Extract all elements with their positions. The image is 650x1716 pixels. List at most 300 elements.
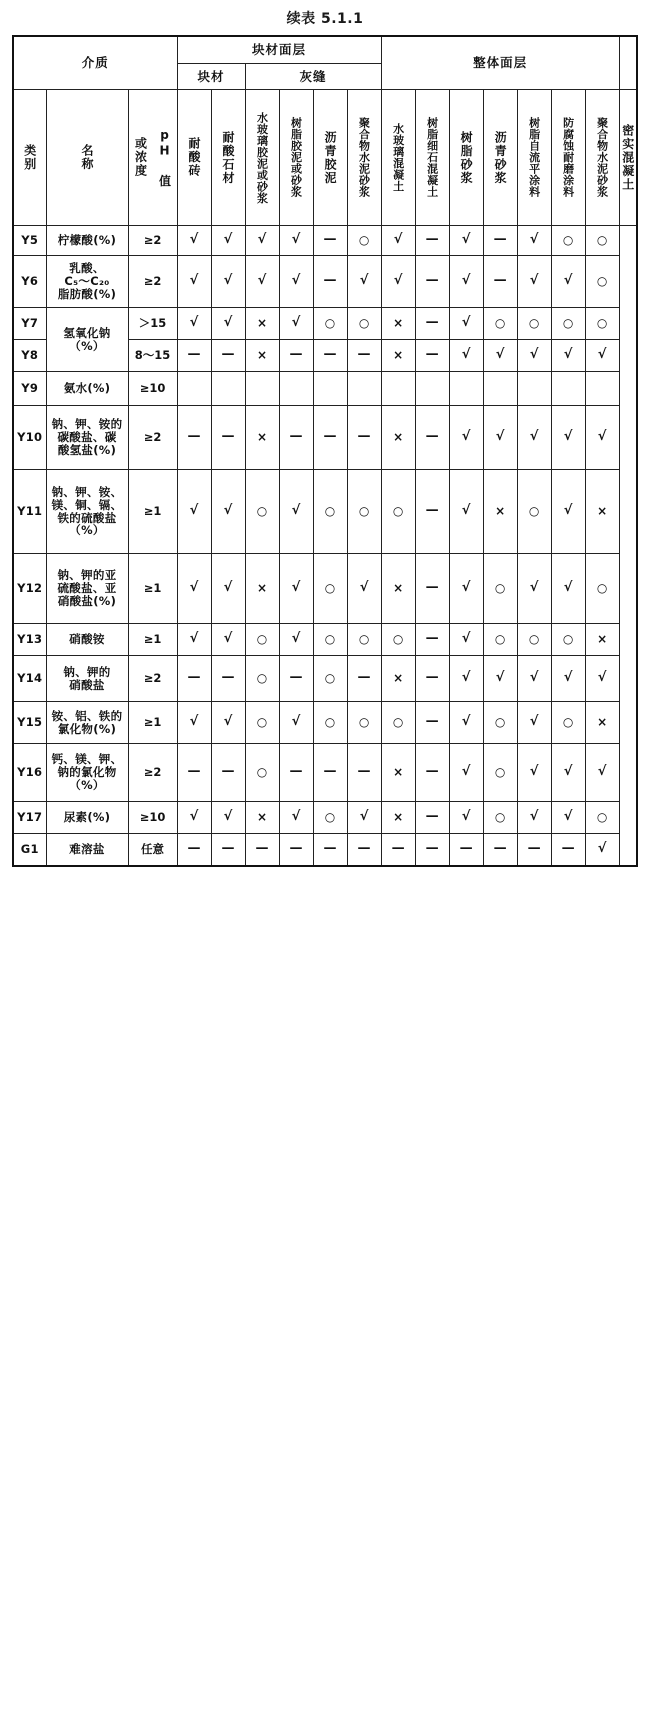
header-col-waterglass-concrete: [381, 90, 415, 226]
cell-y10-c12: [551, 406, 585, 470]
mark-check: √: [393, 232, 403, 248]
cell-y11-c12: [551, 470, 585, 554]
mark-check: √: [223, 631, 233, 647]
header-col-name-label: 名称: [80, 144, 94, 171]
cell-y12-c12: [551, 554, 585, 624]
cell-y6-c5: [313, 256, 347, 308]
cell-y7-c12: [551, 308, 585, 340]
cell-y16-c9: [449, 744, 483, 802]
cell-y9-c11: [517, 372, 551, 406]
row-name: 钠、钾的 硝酸盐: [46, 656, 128, 702]
cell-g1-c12: [551, 834, 585, 866]
mark-dash: —: [357, 670, 371, 686]
mark-check: √: [461, 809, 471, 825]
mark-circle: ○: [562, 315, 574, 330]
cell-y9-c1: [177, 372, 211, 406]
mark-check: √: [597, 429, 607, 445]
mark-circle: ○: [562, 232, 574, 247]
cell-y12-c6: [347, 554, 381, 624]
mark-circle: ○: [256, 714, 268, 729]
cell-y13-c1: [177, 624, 211, 656]
row-name: 钙、镁、钾、 钠的氯化物 （%）: [46, 744, 128, 802]
cell-y9-c8: [415, 372, 449, 406]
mark-check: √: [563, 429, 573, 445]
table-row: [13, 802, 637, 834]
mark-cross: ×: [256, 347, 268, 362]
cell-y9-c10: [483, 372, 517, 406]
mark-circle: ○: [256, 503, 268, 518]
mark-check: √: [189, 580, 199, 596]
mark-dash: —: [187, 429, 201, 445]
mark-cross: ×: [256, 809, 268, 824]
cell-y15-c1: [177, 702, 211, 744]
mark-circle: ○: [562, 714, 574, 729]
cell-y14-c5: [313, 656, 347, 702]
cell-y10-c11: [517, 406, 551, 470]
mark-circle: ○: [528, 631, 540, 646]
mark-circle: ○: [256, 764, 268, 779]
cell-y8-c1: [177, 340, 211, 372]
header-col-waterglass-mastic-label: 水玻璃胶泥或砂浆: [255, 111, 269, 204]
cell-g1-c6: [347, 834, 381, 866]
row-ph-value: ≥1: [128, 470, 177, 554]
header-col-resin-mastic: [279, 90, 313, 226]
mark-dash: —: [425, 670, 439, 686]
row-category-y13: Y13: [13, 624, 46, 656]
cell-y13-c8: [415, 624, 449, 656]
cell-y14-c7: [381, 656, 415, 702]
cell-y13-c7: [381, 624, 415, 656]
mark-check: √: [359, 580, 369, 596]
mark-check: √: [563, 670, 573, 686]
header-col-resin-fine-concrete: [415, 90, 449, 226]
row-ph-value: ≥2: [128, 744, 177, 802]
cell-y5-c4: [279, 226, 313, 256]
mark-dash: —: [221, 670, 235, 686]
cell-y9-c2: [211, 372, 245, 406]
mark-dash: —: [425, 631, 439, 647]
mark-circle: ○: [562, 631, 574, 646]
cell-y6-c1: [177, 256, 211, 308]
mark-dash: —: [561, 840, 575, 856]
cell-y14-c1: [177, 656, 211, 702]
mark-dash: —: [357, 840, 371, 856]
mark-cross: ×: [393, 580, 404, 595]
cell-y13-c13: [585, 624, 619, 656]
cell-y7-c13: [585, 308, 619, 340]
cell-y16-c8: [415, 744, 449, 802]
cell-y9-c6: [347, 372, 381, 406]
cell-g1-c13: [585, 834, 619, 866]
header-col-asphalt-mastic-label: 沥青胶泥: [323, 130, 338, 185]
cell-y15-c11: [517, 702, 551, 744]
mark-check: √: [189, 503, 199, 519]
mark-circle: ○: [596, 273, 608, 288]
cell-y17-c8: [415, 802, 449, 834]
cell-g1-c4: [279, 834, 313, 866]
mark-dash: —: [425, 429, 439, 445]
row-name: 硝酸铵: [46, 624, 128, 656]
header-col-resin-selfleveling-coating: [517, 90, 551, 226]
cell-y7-c2: [211, 308, 245, 340]
cell-y15-c12: [551, 702, 585, 744]
cell-y12-c10: [483, 554, 517, 624]
mark-check: √: [291, 503, 301, 519]
mark-check: √: [359, 809, 369, 825]
mark-circle: ○: [358, 315, 370, 330]
header-monolithic-group: 整体面层: [381, 36, 619, 90]
cell-y16-c1: [177, 744, 211, 802]
table-row: [13, 554, 637, 624]
header-col-waterglass-mastic: [245, 90, 279, 226]
mark-dash: —: [425, 347, 439, 363]
cell-y13-c10: [483, 624, 517, 656]
cell-y5-c5: [313, 226, 347, 256]
mark-dash: —: [425, 315, 439, 331]
cell-y13-c11: [517, 624, 551, 656]
mark-check: √: [223, 273, 233, 289]
mark-dash: —: [493, 840, 507, 856]
cell-y11-c3: [245, 470, 279, 554]
mark-dash: —: [357, 429, 371, 445]
table-head: [13, 36, 637, 226]
cell-y13-c9: [449, 624, 483, 656]
header-col-resin-mortar-label: 树脂砂浆: [459, 130, 474, 185]
mark-check: √: [563, 273, 573, 289]
header-col-acid-brick-label: 耐酸砖: [187, 137, 202, 178]
mark-circle: ○: [392, 503, 404, 518]
mark-cross: ×: [597, 714, 608, 729]
cell-y12-c13: [585, 554, 619, 624]
cell-y17-c3: [245, 802, 279, 834]
mark-circle: ○: [528, 315, 540, 330]
header-col-resin-mortar: [449, 90, 483, 226]
cell-y8-c13: [585, 340, 619, 372]
header-col-asphalt-mortar-label: 沥青砂浆: [493, 130, 508, 185]
row-name: 铵、铝、铁的 氯化物(%): [46, 702, 128, 744]
cell-y12-c5: [313, 554, 347, 624]
table-row: [13, 308, 637, 340]
cell-y12-c7: [381, 554, 415, 624]
header-col-category: [13, 90, 46, 226]
mark-check: √: [291, 809, 301, 825]
cell-y15-c4: [279, 702, 313, 744]
cell-y9-c3: [245, 372, 279, 406]
mark-circle: ○: [256, 670, 268, 685]
cell-y5-c10: [483, 226, 517, 256]
cell-y12-c2: [211, 554, 245, 624]
cell-y13-c4: [279, 624, 313, 656]
cell-y6-c2: [211, 256, 245, 308]
mark-check: √: [529, 232, 539, 248]
mark-check: √: [189, 232, 199, 248]
mark-circle: ○: [324, 809, 336, 824]
cell-y10-c6: [347, 406, 381, 470]
header-block-surface-group: 块材面层: [177, 36, 381, 64]
cell-y7-c4: [279, 308, 313, 340]
cell-y14-c9: [449, 656, 483, 702]
cell-y16-c12: [551, 744, 585, 802]
header-col-dense-concrete: [619, 90, 637, 226]
mark-circle: ○: [494, 809, 506, 824]
table-row: [13, 656, 637, 702]
mark-circle: ○: [256, 631, 268, 646]
header-col-resin-fine-concrete-label: 树脂细石混凝土: [425, 117, 439, 198]
mark-check: √: [291, 631, 301, 647]
cell-y16-c4: [279, 744, 313, 802]
mark-check: √: [291, 580, 301, 596]
mark-check: √: [189, 714, 199, 730]
cell-y8-c11: [517, 340, 551, 372]
cell-y5-c6: [347, 226, 381, 256]
row-ph-value: ≥2: [128, 226, 177, 256]
mark-circle: ○: [358, 714, 370, 729]
cell-y15-c9: [449, 702, 483, 744]
header-col-category-label: 类别: [22, 144, 37, 171]
cell-y8-c5: [313, 340, 347, 372]
cell-y17-c12: [551, 802, 585, 834]
cell-y14-c4: [279, 656, 313, 702]
row-name: 乳酸、 C₅～C₂₀ 脂肪酸(%): [46, 256, 128, 308]
mark-cross: ×: [393, 764, 404, 779]
mark-circle: ○: [358, 503, 370, 518]
cell-y7-c5: [313, 308, 347, 340]
cell-y7-c7: [381, 308, 415, 340]
header-col-anticorrosion-wear-coating: [551, 90, 585, 226]
cell-y8-c9: [449, 340, 483, 372]
mark-dash: —: [425, 764, 439, 780]
header-block-sub: 块材: [177, 64, 245, 90]
cell-g1-c10: [483, 834, 517, 866]
cell-y9-c4: [279, 372, 313, 406]
mark-cross: ×: [393, 347, 404, 362]
cell-y11-c9: [449, 470, 483, 554]
cell-y14-c6: [347, 656, 381, 702]
cell-y6-c11: [517, 256, 551, 308]
table-row: [13, 226, 637, 256]
cell-y6-c4: [279, 256, 313, 308]
cell-y17-c7: [381, 802, 415, 834]
cell-y14-c8: [415, 656, 449, 702]
cell-y17-c1: [177, 802, 211, 834]
row-ph-value: ≥2: [128, 256, 177, 308]
cell-y10-c10: [483, 406, 517, 470]
mark-circle: ○: [494, 315, 506, 330]
row-ph-value: ≥1: [128, 624, 177, 656]
mark-cross: ×: [256, 429, 268, 444]
header-col-polymer-cement-mortar-1-label: 聚合物水泥砂浆: [357, 117, 371, 198]
cell-y10-c1: [177, 406, 211, 470]
row-ph-value: 任意: [128, 834, 177, 866]
cell-g1-c11: [517, 834, 551, 866]
mark-check: √: [291, 714, 301, 730]
mark-check: √: [495, 670, 505, 686]
header-col-polymer-cement-mortar-1: [347, 90, 381, 226]
header-col-ph-line1: pH 值: [157, 127, 172, 188]
cell-y11-c4: [279, 470, 313, 554]
mark-check: √: [597, 670, 607, 686]
mark-circle: ○: [494, 764, 506, 779]
header-col-waterglass-concrete-label: 水玻璃混凝土: [391, 123, 405, 192]
mark-check: √: [291, 273, 301, 289]
row-ph-value: ≥2: [128, 406, 177, 470]
cell-y9-c13: [585, 372, 619, 406]
table-row: [13, 744, 637, 802]
cell-y16-c11: [517, 744, 551, 802]
cell-y16-c2: [211, 744, 245, 802]
cell-y10-c9: [449, 406, 483, 470]
mark-check: √: [223, 315, 233, 331]
cell-y14-c11: [517, 656, 551, 702]
mark-circle: ○: [494, 631, 506, 646]
mark-check: √: [461, 232, 471, 248]
mark-check: √: [189, 315, 199, 331]
row-category-y8: Y8: [13, 340, 46, 372]
mark-dash: —: [357, 764, 371, 780]
row-category-y9: Y9: [13, 372, 46, 406]
cell-y5-c7: [381, 226, 415, 256]
row-category-y14: Y14: [13, 656, 46, 702]
mark-check: √: [529, 580, 539, 596]
mark-check: √: [563, 809, 573, 825]
mark-circle: ○: [324, 670, 336, 685]
mark-circle: ○: [596, 809, 608, 824]
cell-y17-c10: [483, 802, 517, 834]
mark-circle: ○: [324, 631, 336, 646]
mark-check: √: [597, 840, 607, 856]
cell-y15-c7: [381, 702, 415, 744]
cell-g1-c3: [245, 834, 279, 866]
mark-check: √: [529, 347, 539, 363]
mark-circle: ○: [392, 714, 404, 729]
table-row: [13, 406, 637, 470]
row-ph-value: ≥2: [128, 656, 177, 702]
mark-dash: —: [493, 232, 507, 248]
header-joint-sub: 灰缝: [245, 64, 381, 90]
mark-cross: ×: [393, 429, 404, 444]
cell-y14-c3: [245, 656, 279, 702]
mark-cross: ×: [256, 315, 268, 330]
row-name: 钠、钾、铵、 镁、铜、镉、 铁的硫酸盐 （%）: [46, 470, 128, 554]
row-category-y11: Y11: [13, 470, 46, 554]
header-col-resin-selfleveling-coating-label: 树脂自流平涂料: [527, 117, 541, 198]
cell-y8-c12: [551, 340, 585, 372]
cell-y17-c6: [347, 802, 381, 834]
mark-check: √: [189, 273, 199, 289]
cell-y5-c3: [245, 226, 279, 256]
cell-y17-c2: [211, 802, 245, 834]
cell-y12-c11: [517, 554, 551, 624]
mark-cross: ×: [393, 315, 404, 330]
mark-check: √: [461, 273, 471, 289]
mark-dash: —: [493, 273, 507, 289]
mark-circle: ○: [596, 580, 608, 595]
header-col-ph: [128, 90, 177, 226]
mark-dash: —: [425, 580, 439, 596]
cell-y6-c7: [381, 256, 415, 308]
cell-y13-c5: [313, 624, 347, 656]
mark-dash: —: [391, 840, 405, 856]
mark-check: √: [495, 347, 505, 363]
cell-y8-c3: [245, 340, 279, 372]
mark-cross: ×: [393, 670, 404, 685]
cell-y17-c13: [585, 802, 619, 834]
mark-check: √: [461, 580, 471, 596]
mark-dash: —: [425, 503, 439, 519]
cell-y10-c13: [585, 406, 619, 470]
cell-y6-c6: [347, 256, 381, 308]
row-name: 氢氧化钠 （%）: [46, 308, 128, 372]
mark-check: √: [461, 670, 471, 686]
mark-check: √: [461, 503, 471, 519]
row-ph-value: 8～15: [128, 340, 177, 372]
mark-dash: —: [323, 273, 337, 289]
row-category-g1: G1: [13, 834, 46, 866]
cell-g1-c5: [313, 834, 347, 866]
mark-dash: —: [323, 840, 337, 856]
mark-circle: ○: [494, 580, 506, 595]
mark-dash: —: [289, 347, 303, 363]
cell-y6-c10: [483, 256, 517, 308]
row-category-y7: Y7: [13, 308, 46, 340]
table-row: [13, 372, 637, 406]
mark-dash: —: [323, 347, 337, 363]
mark-dash: —: [425, 714, 439, 730]
cell-y11-c8: [415, 470, 449, 554]
cell-y8-c10: [483, 340, 517, 372]
mark-circle: ○: [494, 714, 506, 729]
mark-dash: —: [187, 764, 201, 780]
row-ph-value: ≥10: [128, 372, 177, 406]
mark-dash: —: [221, 764, 235, 780]
mark-check: √: [597, 764, 607, 780]
cell-y11-c6: [347, 470, 381, 554]
mark-check: √: [495, 429, 505, 445]
cell-y13-c3: [245, 624, 279, 656]
mark-dash: —: [459, 840, 473, 856]
mark-check: √: [563, 503, 573, 519]
cell-y16-c6: [347, 744, 381, 802]
cell-g1-c8: [415, 834, 449, 866]
mark-circle: ○: [528, 503, 540, 518]
header-col-acid-stone: [211, 90, 245, 226]
cell-y6-c3: [245, 256, 279, 308]
mark-check: √: [223, 714, 233, 730]
row-ph-value: ≥10: [128, 802, 177, 834]
mark-check: √: [529, 670, 539, 686]
cell-y12-c4: [279, 554, 313, 624]
mark-cross: ×: [256, 580, 268, 595]
mark-check: √: [393, 273, 403, 289]
cell-g1-c2: [211, 834, 245, 866]
cell-y5-c13: [585, 226, 619, 256]
cell-y5-c11: [517, 226, 551, 256]
mark-circle: ○: [324, 580, 336, 595]
cell-y7-c9: [449, 308, 483, 340]
mark-dash: —: [425, 809, 439, 825]
cell-y6-c13: [585, 256, 619, 308]
cell-y8-c4: [279, 340, 313, 372]
mark-dash: —: [527, 840, 541, 856]
mark-dash: —: [357, 347, 371, 363]
cell-y9-c5: [313, 372, 347, 406]
mark-circle: ○: [324, 315, 336, 330]
mark-dash: —: [187, 670, 201, 686]
mark-check: √: [223, 809, 233, 825]
mark-dash: —: [289, 764, 303, 780]
row-category-y5: Y5: [13, 226, 46, 256]
cell-y11-c11: [517, 470, 551, 554]
